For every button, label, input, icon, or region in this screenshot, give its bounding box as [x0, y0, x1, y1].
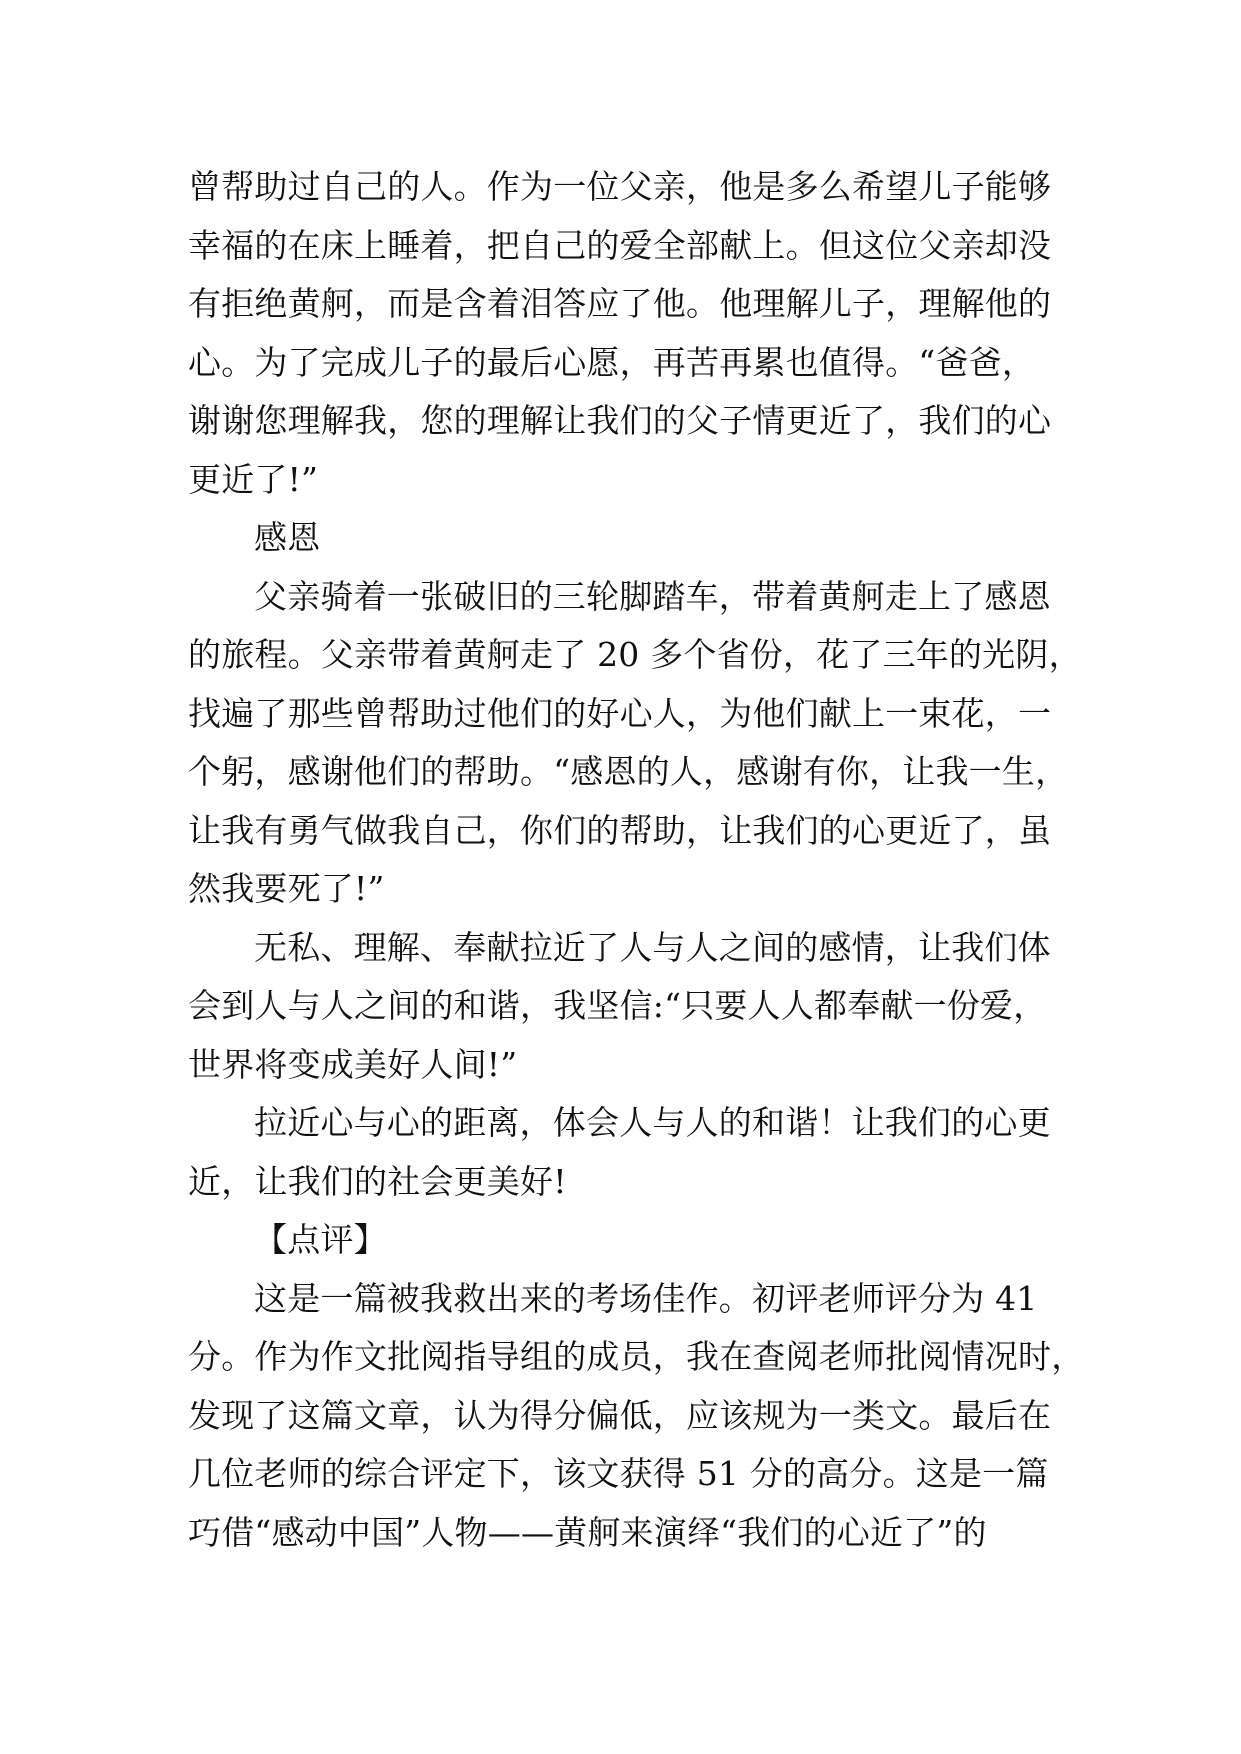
- commentary-heading: 【点评】: [254, 1220, 387, 1259]
- text-line: 幸福的在床上睡着，把自己的爱全部献上。但这位父亲却没: [188, 225, 1052, 265]
- text-line: 几位老师的综合评定下，该文获得 51 分的高分。这是一篇: [188, 1454, 1049, 1493]
- document-body: [188, 158, 1085, 1562]
- text-line: 个躬，感谢他们的帮助。“感恩的人，感谢有你，让我一生，: [188, 752, 1069, 791]
- text-line: 近，让我们的社会更美好!: [188, 1161, 567, 1201]
- text-line: 更近了!”: [188, 459, 319, 499]
- text-line: 让我有勇气做我自己，你们的帮助，让我们的心更近了，虽: [188, 810, 1052, 850]
- text-line: 有拒绝黄舸，而是含着泪答应了他。他理解儿子，理解他的: [188, 284, 1052, 323]
- text-line: 曾帮助过自己的人。作为一位父亲，他是多么希望儿子能够: [188, 167, 1052, 206]
- text-line: 会到人与人之间的和谐，我坚信:“只要人人都奉献一份爱，: [188, 986, 1047, 1025]
- text-line: 巧借“感动中国”人物——黄舸来演绎“我们的心近了”的: [188, 1512, 987, 1552]
- text-line: 发现了这篇文章，认为得分偏低，应该规为一类文。最后在: [188, 1395, 1052, 1435]
- text-line: 的旅程。父亲带着黄舸走了 20 多个省份，花了三年的光阴，: [188, 635, 1082, 674]
- text-line: 拉近心与心的距离，体会人与人的和谐！让我们的心更: [254, 1103, 1051, 1142]
- text-line: 分。作为作文批阅指导组的成员，我在查阅老师批阅情况时，: [188, 1337, 1085, 1376]
- text-line: 世界将变成美好人间!”: [188, 1044, 518, 1084]
- text-line: 无私、理解、奉献拉近了人与人之间的感情，让我们体: [254, 927, 1051, 967]
- text-line: 谢谢您理解我，您的理解让我们的父子情更近了，我们的心: [188, 401, 1052, 440]
- text-line: 心。为了完成儿子的最后心愿，再苦再累也值得。“爸爸，: [188, 342, 1036, 382]
- text-line: 找遍了那些曾帮助过他们的好心人，为他们献上一束花，一: [188, 693, 1052, 733]
- section-heading-gratitude: 感恩: [254, 518, 321, 557]
- text-line: 这是一篇被我救出来的考场佳作。初评老师评分为 41: [254, 1278, 1038, 1318]
- text-line: 父亲骑着一张破旧的三轮脚踏车，带着黄舸走上了感恩: [254, 576, 1051, 616]
- text-line: 然我要死了!”: [188, 869, 385, 908]
